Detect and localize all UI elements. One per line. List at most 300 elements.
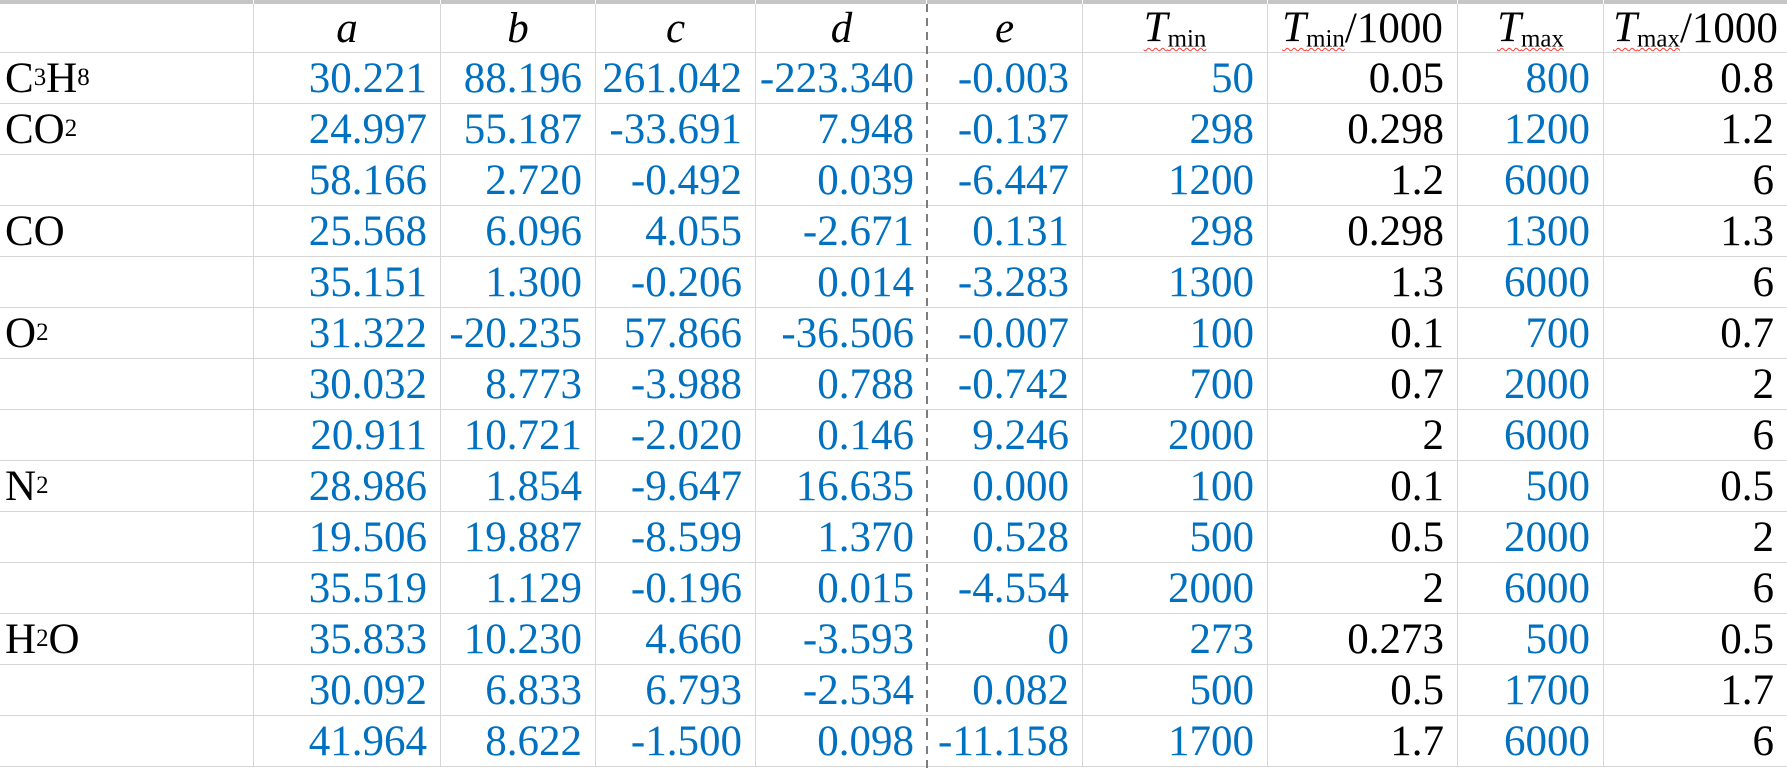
cell-value: 10.721 — [463, 411, 582, 459]
cell-value: 273 — [1189, 615, 1254, 663]
cell-r11-b[interactable] — [441, 563, 596, 614]
cell-value: 19.887 — [463, 513, 582, 561]
cell-value: 2 — [1752, 513, 1774, 561]
cell-value: 6000 — [1504, 717, 1590, 765]
cell-value: 0.5 — [1720, 615, 1774, 663]
cell-r1-species[interactable] — [0, 53, 254, 104]
cell-value: 0.528 — [972, 513, 1069, 561]
cell-value: 6 — [1752, 411, 1774, 459]
cell-r2-c[interactable] — [596, 104, 756, 155]
column-header-a[interactable] — [254, 4, 441, 53]
cell-r9-a[interactable] — [254, 461, 441, 512]
cell-r2-tmin1000[interactable] — [1268, 104, 1458, 155]
cell-value: 1200 — [1504, 105, 1590, 153]
cell-r1-c[interactable] — [596, 53, 756, 104]
cell-r7-e[interactable] — [927, 359, 1083, 410]
cell-r4-species[interactable] — [0, 206, 254, 257]
cell-value: -33.691 — [609, 105, 742, 153]
cell-r12-tmin1000[interactable] — [1268, 614, 1458, 665]
cell-value: 19.506 — [308, 513, 427, 561]
header-label: $T_{max}$ — [1497, 4, 1564, 53]
cell-r2-tmax[interactable] — [1458, 104, 1604, 155]
cell-value: 0.131 — [972, 207, 1069, 255]
species-symbol: O — [48, 615, 80, 663]
cell-value: 50 — [1211, 54, 1254, 102]
cell-r12-tmax1000[interactable] — [1604, 614, 1787, 665]
cell-r11-species[interactable] — [0, 563, 254, 614]
cell-r13-e[interactable] — [927, 665, 1083, 716]
cell-value: 55.187 — [463, 105, 582, 153]
cell-r8-species[interactable] — [0, 410, 254, 461]
cell-r9-tmin1000[interactable] — [1268, 461, 1458, 512]
species-symbol: O — [5, 309, 37, 357]
cell-r1-d[interactable] — [756, 53, 927, 104]
header-label: $T_{max}$ — [1613, 4, 1680, 53]
cell-r11-tmin1000[interactable] — [1268, 563, 1458, 614]
cell-value: 298 — [1189, 207, 1254, 255]
cell-value: 88.196 — [463, 54, 582, 102]
cell-r8-c[interactable] — [596, 410, 756, 461]
cell-r3-species[interactable] — [0, 155, 254, 206]
cell-value: 2.720 — [485, 156, 582, 204]
cell-value: 1300 — [1168, 258, 1254, 306]
cell-value: -11.158 — [938, 717, 1069, 765]
cell-r12-tmin[interactable] — [1083, 614, 1268, 665]
cell-value: 6 — [1752, 156, 1774, 204]
cell-value: 6.793 — [645, 666, 742, 714]
cell-value: 0.000 — [972, 462, 1069, 510]
cell-r1-e[interactable] — [927, 53, 1083, 104]
cell-r13-tmax[interactable] — [1458, 665, 1604, 716]
cell-r8-a[interactable] — [254, 410, 441, 461]
cell-value: 1.2 — [1390, 156, 1444, 204]
cell-r14-c[interactable] — [596, 716, 756, 767]
cell-r5-a[interactable] — [254, 257, 441, 308]
cell-value: 20.911 — [310, 411, 427, 459]
cell-r5-tmin1000[interactable] — [1268, 257, 1458, 308]
cell-value: 1.370 — [817, 513, 914, 561]
cell-value: 2 — [1422, 411, 1444, 459]
cell-value: 0.5 — [1390, 666, 1444, 714]
cell-value: 30.032 — [308, 360, 427, 408]
cell-value: 100 — [1189, 462, 1254, 510]
cell-r13-d[interactable] — [756, 665, 927, 716]
cell-r14-species[interactable] — [0, 716, 254, 767]
cell-r10-b[interactable] — [441, 512, 596, 563]
cell-value: 1.129 — [485, 564, 582, 612]
column-header-species[interactable] — [0, 4, 254, 53]
header-label: $T_{min}$ — [1143, 4, 1207, 53]
cell-r13-tmin1000[interactable] — [1268, 665, 1458, 716]
cell-value: 6000 — [1504, 411, 1590, 459]
cell-value: 0.5 — [1720, 462, 1774, 510]
species-subscript: 3 — [33, 64, 47, 91]
cell-value: 0.7 — [1390, 360, 1444, 408]
cell-r6-tmax1000[interactable] — [1604, 308, 1787, 359]
cell-r8-d[interactable] — [756, 410, 927, 461]
cell-r2-a[interactable] — [254, 104, 441, 155]
species-symbol: H — [46, 54, 78, 102]
cell-r7-species[interactable] — [0, 359, 254, 410]
header-label: a — [336, 4, 358, 52]
cell-value: 1700 — [1168, 717, 1254, 765]
cell-r8-tmin1000[interactable] — [1268, 410, 1458, 461]
cell-value: -0.137 — [957, 105, 1069, 153]
cell-value: 0.298 — [1347, 105, 1444, 153]
cell-value: 6000 — [1504, 564, 1590, 612]
cell-r4-tmax1000[interactable] — [1604, 206, 1787, 257]
cell-r4-tmax[interactable] — [1458, 206, 1604, 257]
cell-value: -1.500 — [630, 717, 742, 765]
column-header-tmax1000[interactable] — [1604, 4, 1787, 53]
cell-value: 30.092 — [308, 666, 427, 714]
cell-value: 800 — [1525, 54, 1590, 102]
species-symbol: H — [5, 615, 37, 663]
cell-value: 2000 — [1504, 360, 1590, 408]
cell-value: 30.221 — [308, 54, 427, 102]
cell-r11-c[interactable] — [596, 563, 756, 614]
cell-value: 1.3 — [1390, 258, 1444, 306]
cell-value: -2.671 — [802, 207, 914, 255]
column-header-tmax[interactable] — [1458, 4, 1604, 53]
header-label: c — [665, 4, 686, 52]
cell-r7-a[interactable] — [254, 359, 441, 410]
column-header-e[interactable] — [927, 4, 1083, 53]
cell-value: 0.082 — [972, 666, 1069, 714]
cell-r10-tmax1000[interactable] — [1604, 512, 1787, 563]
header-label: $T_{min}$ — [1282, 4, 1345, 53]
cell-r7-tmax1000[interactable] — [1604, 359, 1787, 410]
cell-r9-tmax1000[interactable] — [1604, 461, 1787, 512]
cell-value: -0.206 — [630, 258, 742, 306]
cell-value: 6.833 — [485, 666, 582, 714]
column-header-c[interactable] — [596, 4, 756, 53]
cell-value: 298 — [1189, 105, 1254, 153]
cell-r10-d[interactable] — [756, 512, 927, 563]
cell-r9-c[interactable] — [596, 461, 756, 512]
cell-r11-e[interactable] — [927, 563, 1083, 614]
cell-r10-tmin[interactable] — [1083, 512, 1268, 563]
cell-r8-tmax[interactable] — [1458, 410, 1604, 461]
cell-r14-d[interactable] — [756, 716, 927, 767]
cell-r4-e[interactable] — [927, 206, 1083, 257]
cell-r3-c[interactable] — [596, 155, 756, 206]
cell-value: 1700 — [1504, 666, 1590, 714]
species-symbol: CO — [5, 105, 65, 153]
cell-value: 31.322 — [308, 309, 427, 357]
cell-r10-tmax[interactable] — [1458, 512, 1604, 563]
cell-r11-tmin[interactable] — [1083, 563, 1268, 614]
cell-value: 0.1 — [1390, 309, 1444, 357]
cell-value: 0.7 — [1720, 309, 1774, 357]
cell-value: 2 — [1422, 564, 1444, 612]
cell-value: 500 — [1525, 462, 1590, 510]
cell-r5-tmin[interactable] — [1083, 257, 1268, 308]
cell-value: 1.7 — [1720, 666, 1774, 714]
cell-r9-tmax[interactable] — [1458, 461, 1604, 512]
header-label: e — [994, 4, 1015, 52]
cell-value: 2000 — [1168, 411, 1254, 459]
cell-value: 0 — [1047, 615, 1069, 663]
cell-value: 0.05 — [1368, 54, 1444, 102]
cell-r5-c[interactable] — [596, 257, 756, 308]
cell-r14-a[interactable] — [254, 716, 441, 767]
cell-r12-tmax[interactable] — [1458, 614, 1604, 665]
cell-r14-e[interactable] — [927, 716, 1083, 767]
cell-value: 9.246 — [972, 411, 1069, 459]
cell-value: 35.519 — [308, 564, 427, 612]
cell-value: -4.554 — [957, 564, 1069, 612]
cell-r6-a[interactable] — [254, 308, 441, 359]
cell-value: 28.986 — [308, 462, 427, 510]
cell-r7-d[interactable] — [756, 359, 927, 410]
cell-value: 1.3 — [1720, 207, 1774, 255]
cell-value: -223.340 — [759, 54, 914, 102]
cell-value: 1.300 — [485, 258, 582, 306]
cell-r10-tmin1000[interactable] — [1268, 512, 1458, 563]
column-header-b[interactable] — [441, 4, 596, 53]
cell-value: 24.997 — [308, 105, 427, 153]
cell-r4-c[interactable] — [596, 206, 756, 257]
cell-value: 0.1 — [1390, 462, 1444, 510]
cell-r12-e[interactable] — [927, 614, 1083, 665]
cell-value: 0.5 — [1390, 513, 1444, 561]
cell-r11-d[interactable] — [756, 563, 927, 614]
cell-value: 0.015 — [817, 564, 914, 612]
cell-r9-tmin[interactable] — [1083, 461, 1268, 512]
cell-r7-tmax[interactable] — [1458, 359, 1604, 410]
cell-r9-d[interactable] — [756, 461, 927, 512]
cell-value: 2 — [1752, 360, 1774, 408]
cell-r13-species[interactable] — [0, 665, 254, 716]
cell-r10-a[interactable] — [254, 512, 441, 563]
cell-value: 7.948 — [817, 105, 914, 153]
cell-value: -8.599 — [630, 513, 742, 561]
cell-value: 6000 — [1504, 156, 1590, 204]
cell-value: 1.854 — [485, 462, 582, 510]
cell-value: -6.447 — [957, 156, 1069, 204]
cell-r11-tmax1000[interactable] — [1604, 563, 1787, 614]
cell-value: -9.647 — [630, 462, 742, 510]
cell-r1-tmin1000[interactable] — [1268, 53, 1458, 104]
cell-value: 261.042 — [602, 54, 742, 102]
cell-value: 500 — [1189, 666, 1254, 714]
cell-r9-b[interactable] — [441, 461, 596, 512]
cell-r13-tmax1000[interactable] — [1604, 665, 1787, 716]
cell-r2-d[interactable] — [756, 104, 927, 155]
cell-r14-tmax1000[interactable] — [1604, 716, 1787, 767]
cell-value: -2.020 — [630, 411, 742, 459]
cell-value: 1200 — [1168, 156, 1254, 204]
cell-r7-tmin1000[interactable] — [1268, 359, 1458, 410]
cell-r8-b[interactable] — [441, 410, 596, 461]
cell-value: 0.273 — [1347, 615, 1444, 663]
cell-value: 57.866 — [623, 309, 742, 357]
cell-r3-tmax1000[interactable] — [1604, 155, 1787, 206]
cell-value: 25.568 — [308, 207, 427, 255]
column-header-tmin[interactable] — [1083, 4, 1268, 53]
cell-value: 100 — [1189, 309, 1254, 357]
species-symbol: CO — [5, 207, 65, 255]
cell-r8-e[interactable] — [927, 410, 1083, 461]
cell-value: 16.635 — [795, 462, 914, 510]
cell-value: 4.055 — [645, 207, 742, 255]
cell-value: 8.622 — [485, 717, 582, 765]
cell-r5-tmax[interactable] — [1458, 257, 1604, 308]
cell-r3-d[interactable] — [756, 155, 927, 206]
cell-value: 0.014 — [817, 258, 914, 306]
cell-r6-tmin1000[interactable] — [1268, 308, 1458, 359]
cell-value: 0.146 — [817, 411, 914, 459]
cell-r11-tmax[interactable] — [1458, 563, 1604, 614]
cell-r7-c[interactable] — [596, 359, 756, 410]
cell-r7-b[interactable] — [441, 359, 596, 410]
cell-r2-b[interactable] — [441, 104, 596, 155]
cell-r3-tmax[interactable] — [1458, 155, 1604, 206]
cell-value: 6 — [1752, 564, 1774, 612]
column-header-tmin1000[interactable] — [1268, 4, 1458, 53]
cell-value: 500 — [1525, 615, 1590, 663]
cell-r12-b[interactable] — [441, 614, 596, 665]
cell-value: 2000 — [1168, 564, 1254, 612]
cell-r1-b[interactable] — [441, 53, 596, 104]
cell-value: 0.788 — [817, 360, 914, 408]
cell-r2-tmin[interactable] — [1083, 104, 1268, 155]
cell-r6-tmin[interactable] — [1083, 308, 1268, 359]
cell-value: 58.166 — [308, 156, 427, 204]
column-header-d[interactable] — [756, 4, 927, 53]
cell-r5-species[interactable] — [0, 257, 254, 308]
cell-r9-species[interactable] — [0, 461, 254, 512]
cell-r4-a[interactable] — [254, 206, 441, 257]
cell-r8-tmax1000[interactable] — [1604, 410, 1787, 461]
header-label: d — [830, 4, 853, 52]
cell-r2-e[interactable] — [927, 104, 1083, 155]
cell-r14-tmin[interactable] — [1083, 716, 1268, 767]
cell-r12-a[interactable] — [254, 614, 441, 665]
species-subscript: 2 — [36, 472, 49, 499]
cell-r13-a[interactable] — [254, 665, 441, 716]
cell-value: 10.230 — [463, 615, 582, 663]
cell-r6-e[interactable] — [927, 308, 1083, 359]
cell-value: 0.098 — [817, 717, 914, 765]
cell-r1-tmax[interactable] — [1458, 53, 1604, 104]
cell-r4-d[interactable] — [756, 206, 927, 257]
cell-value: -0.492 — [630, 156, 742, 204]
cell-value: 700 — [1525, 309, 1590, 357]
cell-value: 1.2 — [1720, 105, 1774, 153]
cell-value: 500 — [1189, 513, 1254, 561]
cell-r6-tmax[interactable] — [1458, 308, 1604, 359]
cell-r4-tmin1000[interactable] — [1268, 206, 1458, 257]
cell-r1-tmax1000[interactable] — [1604, 53, 1787, 104]
cell-value: -36.506 — [781, 309, 914, 357]
cell-r12-d[interactable] — [756, 614, 927, 665]
cell-r2-species[interactable] — [0, 104, 254, 155]
cell-value: 6 — [1752, 717, 1774, 765]
cell-r6-c[interactable] — [596, 308, 756, 359]
cell-value: 1300 — [1504, 207, 1590, 255]
cell-r6-species[interactable] — [0, 308, 254, 359]
cell-r3-b[interactable] — [441, 155, 596, 206]
cell-r8-tmin[interactable] — [1083, 410, 1268, 461]
cell-value: -0.003 — [957, 54, 1069, 102]
cell-value: 700 — [1189, 360, 1254, 408]
cell-r10-c[interactable] — [596, 512, 756, 563]
cell-value: -2.534 — [802, 666, 914, 714]
cell-value: 0.298 — [1347, 207, 1444, 255]
cell-r5-e[interactable] — [927, 257, 1083, 308]
cell-r4-b[interactable] — [441, 206, 596, 257]
cell-value: -0.007 — [957, 309, 1069, 357]
cell-r14-b[interactable] — [441, 716, 596, 767]
cell-value: -3.283 — [957, 258, 1069, 306]
cell-r10-species[interactable] — [0, 512, 254, 563]
species-subscript: 8 — [77, 64, 90, 91]
cell-r2-tmax1000[interactable] — [1604, 104, 1787, 155]
cell-r1-tmin[interactable] — [1083, 53, 1268, 104]
cell-r12-c[interactable] — [596, 614, 756, 665]
cell-r5-d[interactable] — [756, 257, 927, 308]
cell-r5-tmax1000[interactable] — [1604, 257, 1787, 308]
cell-value: 0.8 — [1720, 54, 1774, 102]
cell-value: 6000 — [1504, 258, 1590, 306]
cell-r13-c[interactable] — [596, 665, 756, 716]
cell-r14-tmax[interactable] — [1458, 716, 1604, 767]
cell-r10-e[interactable] — [927, 512, 1083, 563]
cell-value: 35.151 — [308, 258, 427, 306]
header-label-suffix: /1000 — [1679, 4, 1778, 52]
cell-r11-a[interactable] — [254, 563, 441, 614]
cell-value: -0.196 — [630, 564, 742, 612]
cell-r13-tmin[interactable] — [1083, 665, 1268, 716]
species-symbol: C — [5, 54, 34, 102]
header-label: b — [507, 4, 529, 52]
cell-r5-b[interactable] — [441, 257, 596, 308]
cell-value: 2000 — [1504, 513, 1590, 561]
cell-r1-a[interactable] — [254, 53, 441, 104]
cell-value: 6.096 — [485, 207, 582, 255]
cell-r3-e[interactable] — [927, 155, 1083, 206]
cell-value: -3.593 — [802, 615, 914, 663]
cell-value: 1.7 — [1390, 717, 1444, 765]
cell-r3-a[interactable] — [254, 155, 441, 206]
cell-r9-e[interactable] — [927, 461, 1083, 512]
cell-r12-species[interactable] — [0, 614, 254, 665]
cell-r14-tmin1000[interactable] — [1268, 716, 1458, 767]
cell-r6-d[interactable] — [756, 308, 927, 359]
cell-r3-tmin[interactable] — [1083, 155, 1268, 206]
cell-value: -20.235 — [449, 309, 582, 357]
species-subscript: 2 — [64, 115, 78, 142]
cell-value: 41.964 — [308, 717, 427, 765]
cell-value: 4.660 — [645, 615, 742, 663]
cell-value: -3.988 — [630, 360, 742, 408]
cell-value: 6 — [1752, 258, 1774, 306]
cell-value: 8.773 — [485, 360, 582, 408]
cell-r13-b[interactable] — [441, 665, 596, 716]
species-symbol: N — [5, 462, 37, 510]
cell-value: -0.742 — [957, 360, 1069, 408]
cell-r6-b[interactable] — [441, 308, 596, 359]
cell-value: 0.039 — [817, 156, 914, 204]
cell-r3-tmin1000[interactable] — [1268, 155, 1458, 206]
cell-r7-tmin[interactable] — [1083, 359, 1268, 410]
species-subscript: 2 — [36, 625, 49, 652]
cell-value: 35.833 — [308, 615, 427, 663]
header-label-suffix: /1000 — [1344, 4, 1443, 52]
cell-r4-tmin[interactable] — [1083, 206, 1268, 257]
